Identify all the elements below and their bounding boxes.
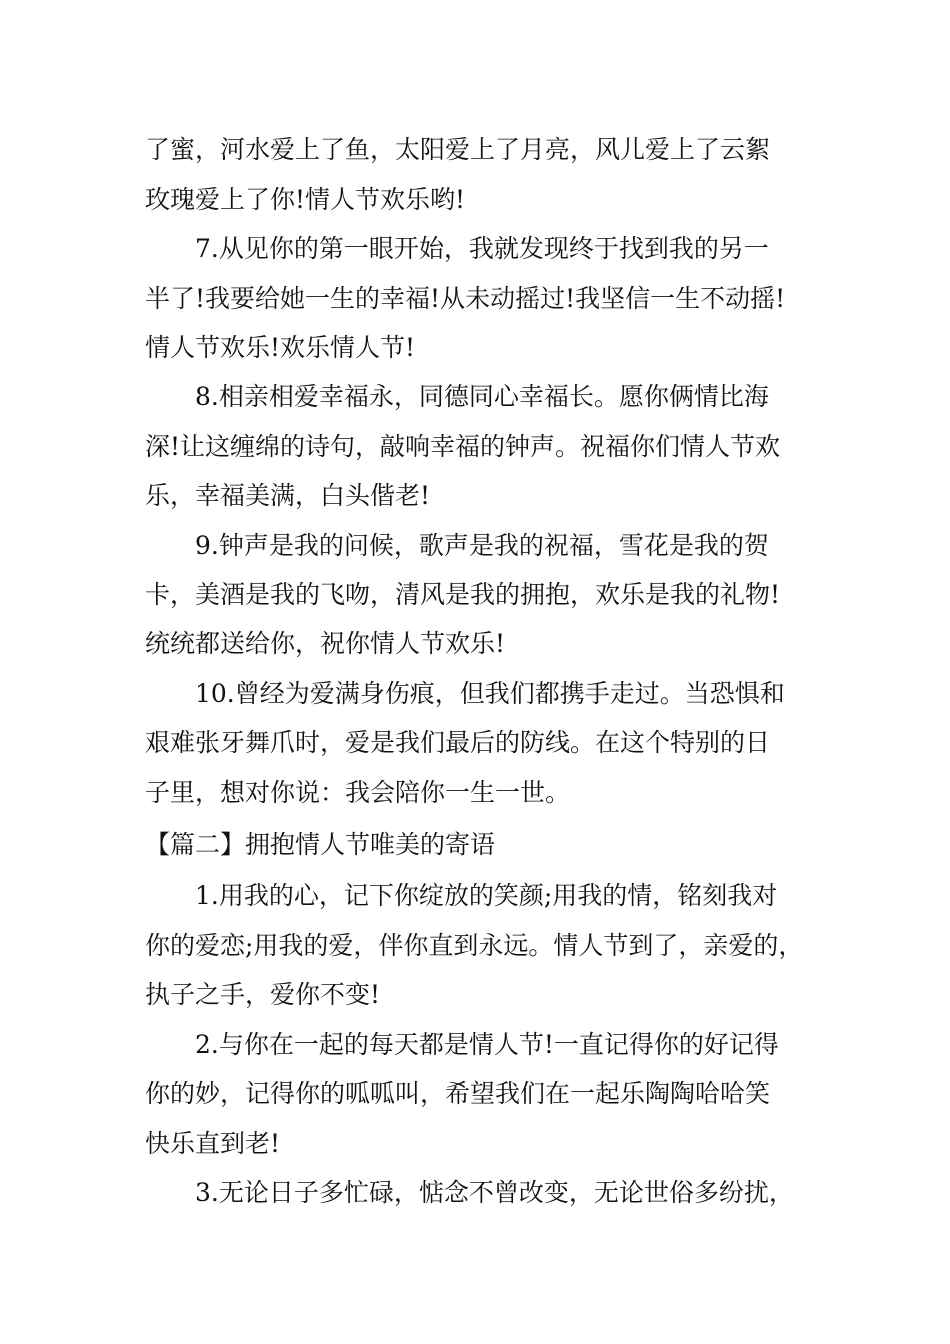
section-heading: 【篇二】拥抱情人节唯美的寄语 — [145, 830, 496, 859]
text-line: 玫瑰爱上了你!情人节欢乐哟! — [145, 185, 466, 214]
paragraph-10-start: 10.曾经为爱满身伤痕，但我们都携手走过。当恐惧和 — [195, 679, 785, 708]
text-line: 深!让这缠绵的诗句，敲响幸福的钟声。祝福你们情人节欢 — [145, 432, 781, 461]
text-line: 艰难张牙舞爪时，爱是我们最后的防线。在这个特别的日 — [145, 728, 771, 757]
text-line: 你的妙，记得你的呱呱叫，希望我们在一起乐陶陶哈哈笑 — [145, 1079, 771, 1108]
text-line: 执子之手，爱你不变! — [145, 980, 381, 1009]
text-line: 快乐直到老! — [145, 1129, 281, 1158]
text-line: 你的爱恋;用我的爱，伴你直到永远。情人节到了，亲爱的， — [145, 931, 804, 960]
paragraph-2-start: 2.与你在一起的每天都是情人节!一直记得你的好记得 — [195, 1030, 779, 1059]
text-line: 统统都送给你，祝你情人节欢乐! — [145, 629, 506, 658]
paragraph-9-start: 9.钟声是我的问候，歌声是我的祝福，雪花是我的贺 — [195, 531, 769, 560]
paragraph-7-start: 7.从见你的第一眼开始，我就发现终于找到我的另一 — [195, 234, 769, 263]
text-line: 情人节欢乐!欢乐情人节! — [145, 333, 416, 362]
text-line: 半了!我要给她一生的幸福!从未动摇过!我坚信一生不动摇! — [145, 284, 786, 313]
paragraph-1-start: 1.用我的心，记下你绽放的笑颜;用我的情，铭刻我对 — [195, 881, 778, 910]
paragraph-8-start: 8.相亲相爱幸福永，同德同心幸福长。愿你俩情比海 — [195, 382, 769, 411]
text-line: 乐，幸福美满，白头偕老! — [145, 481, 431, 510]
text-line: 了蜜，河水爱上了鱼，太阳爱上了月亮，风儿爱上了云絮 — [145, 135, 771, 164]
text-line: 卡，美酒是我的飞吻，清风是我的拥抱，欢乐是我的礼物! — [145, 580, 781, 609]
text-line: 子里，想对你说：我会陪你一生一世。 — [145, 778, 571, 807]
paragraph-3-start: 3.无论日子多忙碌，惦念不曾改变，无论世俗多纷扰， — [195, 1178, 794, 1207]
